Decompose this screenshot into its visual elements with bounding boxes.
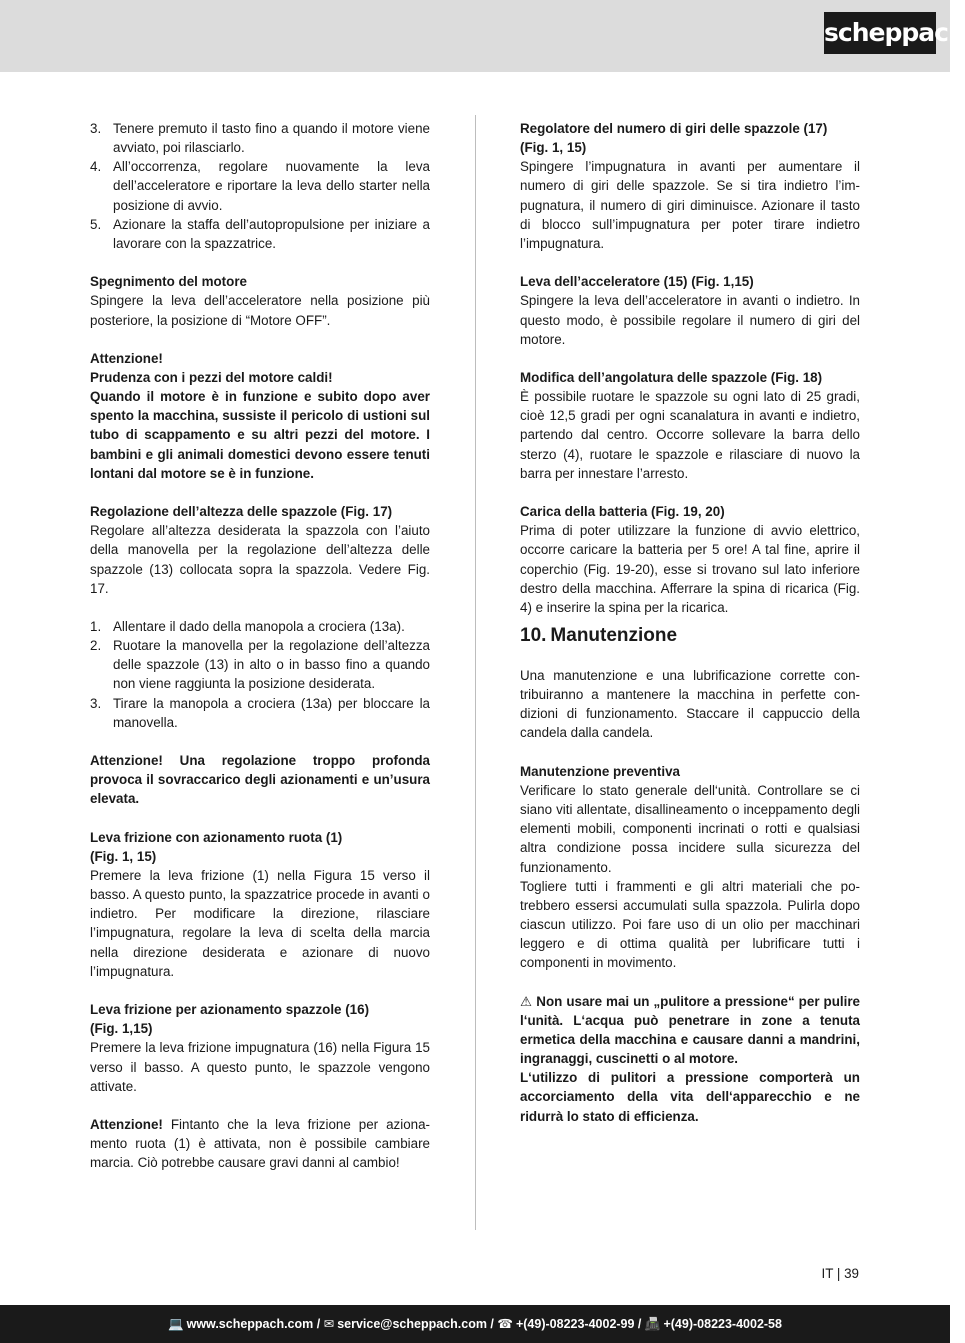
step-number: 3. bbox=[90, 695, 102, 711]
step-number: 3. bbox=[90, 121, 102, 136]
chapter-number: 10. bbox=[520, 625, 547, 647]
gear-warning-text: Fintanto che la leva frizione per azionamento ruota (1) è attivata, non è possibile cambiare marcia. Ciò potrebbe causare gravi danni al cambio! bbox=[90, 1117, 430, 1171]
computer-icon: 💻 bbox=[168, 1317, 184, 1331]
header-bar bbox=[0, 0, 965, 72]
footer-bar bbox=[0, 1305, 950, 1343]
battery-text: Prima di poter utilizzare la funzione di avvio elettrico, occorre caricare la batteria per 5 ore! A tal fine, aprire il coperchio (Fig. 19-20), esse si trovano sul lato inferiore destro della macchina. Afferrare la spina di ricarica (Fig. 4) e inserire la spina per la ricarica. bbox=[520, 523, 860, 615]
wheel-clutch-heading: Leva frizione con azionamento ruota (1) (Fig. 1, 15) bbox=[90, 829, 343, 864]
list-item bbox=[90, 636, 430, 693]
footer-email: service@scheppach.com / bbox=[337, 1317, 494, 1331]
brush-height-heading: Regolazione dell’altezza delle spazzole (Fig. 17) bbox=[90, 504, 393, 520]
brush-height-text: Regolare all’altezza desiderata la spazzola con l’aiuto della manovella per la regolazione dell’altezza delle spazzole (13) collocata sopra la spazzola. Vedere Fig. 17. bbox=[90, 523, 430, 596]
gear-warning bbox=[90, 1115, 430, 1172]
mail-icon: ✉ bbox=[323, 1317, 335, 1331]
engine-off-text: Spingere la leva dell’acceleratore nella posizione più posteriore, la posizione di “Motore OFF”. bbox=[90, 293, 430, 328]
phone-icon: ☎ bbox=[497, 1317, 513, 1331]
gear-warning-label: Attenzione! bbox=[90, 1117, 163, 1132]
step-number: 1. bbox=[90, 619, 102, 634]
list-item bbox=[90, 215, 430, 253]
deep-adjustment-warning: Attenzione! Una regolazione troppo profonda provoca il sovraccarico degli azionamenti e un’usura elevata. bbox=[90, 753, 430, 807]
start-steps-list bbox=[90, 119, 430, 253]
chapter-heading bbox=[520, 623, 860, 649]
footer-phone: +(49)-08223-4002-99 / bbox=[515, 1317, 642, 1331]
height-steps-list bbox=[90, 617, 430, 732]
step-number: 5. bbox=[90, 216, 102, 232]
throttle-text: Spingere la leva dell’acceleratore in avanti o indietro. In questo modo, è possibile regolare il numero di giri del motore. bbox=[520, 293, 860, 347]
step-number: 2. bbox=[90, 638, 102, 654]
hot-parts-warning: Attenzione! Prudenza con i pezzi del motore caldi! Quando il motore è in funzione e subito dopo aver spento la macchina, sussiste il pericolo di ustioni sul tubo di scappamento e su altri pezzi del motore. I bambini e gli animali domestici devono essere tenuti lontani dal motore se è in funzione. bbox=[90, 350, 430, 481]
brush-speed-text: Spingere l’impugnatura in avanti per aumentare il numero di giri delle spazzole. Se si tira indietro l’impugnatura, il numero di giri diminuisce. Azionare il tasto di blocco sull’impugnatura per poter tirare indietro l’impugnatura. bbox=[520, 159, 860, 251]
maintenance-intro: Una manutenzione e una lubrificazione corrette contribuiranno a mantenere la macchina in perfette condizioni di funzionamento. Staccare il cappuccio della candela dalla candela. bbox=[520, 668, 860, 741]
step-text: Allentare il dado della manopola a crociera (13a). bbox=[113, 619, 405, 634]
column-divider bbox=[475, 115, 476, 1230]
right-column bbox=[520, 119, 860, 1126]
left-column bbox=[90, 119, 430, 1172]
brush-clutch-heading: Leva frizione per azionamento spazzole (16) (Fig. 1,15) bbox=[90, 1002, 370, 1037]
chapter-title: Manutenzione bbox=[550, 625, 678, 647]
pressure-washer-warning: ⚠ Non usare mai un „pulitore a pressione“ per pulire l‘unità. L‘acqua può penetrare in zone a tenuta ermetica della macchina e causare danni a mandrini, ingranaggi, cuscinetti o al motore. L‘utilizzo di pulitori a pressione comporterà un accorciamento della vita dell‘apparecchio e ne ridurrà lo stato di efficienza. bbox=[520, 993, 860, 1124]
fax-icon: 📠 bbox=[644, 1317, 661, 1331]
step-text: Tirare la manopola a crociera (13a) per bloccare la manovella. bbox=[113, 695, 430, 730]
throttle-heading: Leva dell’acceleratore (15) (Fig. 1,15) bbox=[520, 274, 754, 290]
battery-heading: Carica della batteria (Fig. 19, 20) bbox=[520, 504, 725, 520]
footer-website: www.scheppach.com / bbox=[186, 1317, 321, 1331]
brush-clutch-text: Premere la leva frizione impugnatura (16) nella Figura 15 verso il basso. A questo punto, le spazzole vengono attivate. bbox=[90, 1040, 430, 1094]
preventive-text-2: Togliere tutti i frammenti e gli altri materiali che potrebbero essersi accumulati sulla spazzola. Pulirla dopo ciascun utilizzo. Poi fare uso di un olio per macchinari leggero e di ottima qualità per lubrificare tutti i componenti in movimento. bbox=[520, 878, 860, 971]
preventive-heading: Manutenzione preventiva bbox=[520, 763, 680, 779]
step-text: Ruotare la manovella per la regolazione dell’altezza delle spazzole (13) in alto o in basso fino a quando non viene raggiunta la posizione desiderata. bbox=[113, 638, 430, 692]
list-item bbox=[90, 694, 430, 732]
step-text: All’occorrenza, regolare nuovamente la leva dell’acceleratore e riportare la leva dello starter nella posizione di avvio. bbox=[113, 159, 430, 213]
list-item bbox=[90, 617, 430, 636]
brush-angle-text: È possibile ruotare le spazzole su ogni lato di 25 gradi, cioè 12,5 gradi per ogni scanalatura in avanti e indietro, partendo dal centro. Occorre sollevare la barra dello sterzo (4), ruotare le spazzole e rilasciare di nuovo la barra per innestare l’arresto. bbox=[520, 389, 860, 481]
list-item bbox=[90, 157, 430, 214]
page-number: IT | 39 bbox=[821, 1266, 859, 1281]
preventive-text-1: Verificare lo stato generale dell‘unità. Controllare se ci siano viti allentate, disallineamento o inceppamento degli elementi mobili, componenti incrinati o rotti e qualsiasi altra condizione possa incidere sulla sicurezza del funzionamento. bbox=[520, 782, 860, 875]
brush-speed-heading: Regolatore del numero di giri delle spazzole (17) (Fig. 1, 15) bbox=[520, 121, 828, 156]
step-number: 4. bbox=[90, 159, 102, 175]
step-text: Tenere premuto il tasto fino a quando il motore viene avviato, poi rilasciarlo. bbox=[113, 121, 430, 156]
brush-angle-heading: Modifica dell’angolatura delle spazzole (Fig. 18) bbox=[520, 370, 823, 385]
engine-off-heading: Spegnimento del motore bbox=[90, 274, 247, 290]
step-text: Azionare la staffa dell’autopropulsione per iniziare a lavorare con la spazzatrice. bbox=[113, 216, 430, 251]
list-item bbox=[90, 119, 430, 157]
footer-fax: +(49)-08223-4002-58 bbox=[663, 1317, 782, 1331]
wheel-clutch-text: Premere la leva frizione (1) nella Figura 15 verso il basso. A questo punto, la spazzatrice procede in avanti o indietro. Per modificare la direzione, rilasciare l’impugnatura, regolare la leva di scelta della marcia nella direzione desiderata e azionare di nuovo l’impugnatura. bbox=[90, 868, 430, 979]
scheppach-logo: scheppach bbox=[824, 12, 936, 54]
